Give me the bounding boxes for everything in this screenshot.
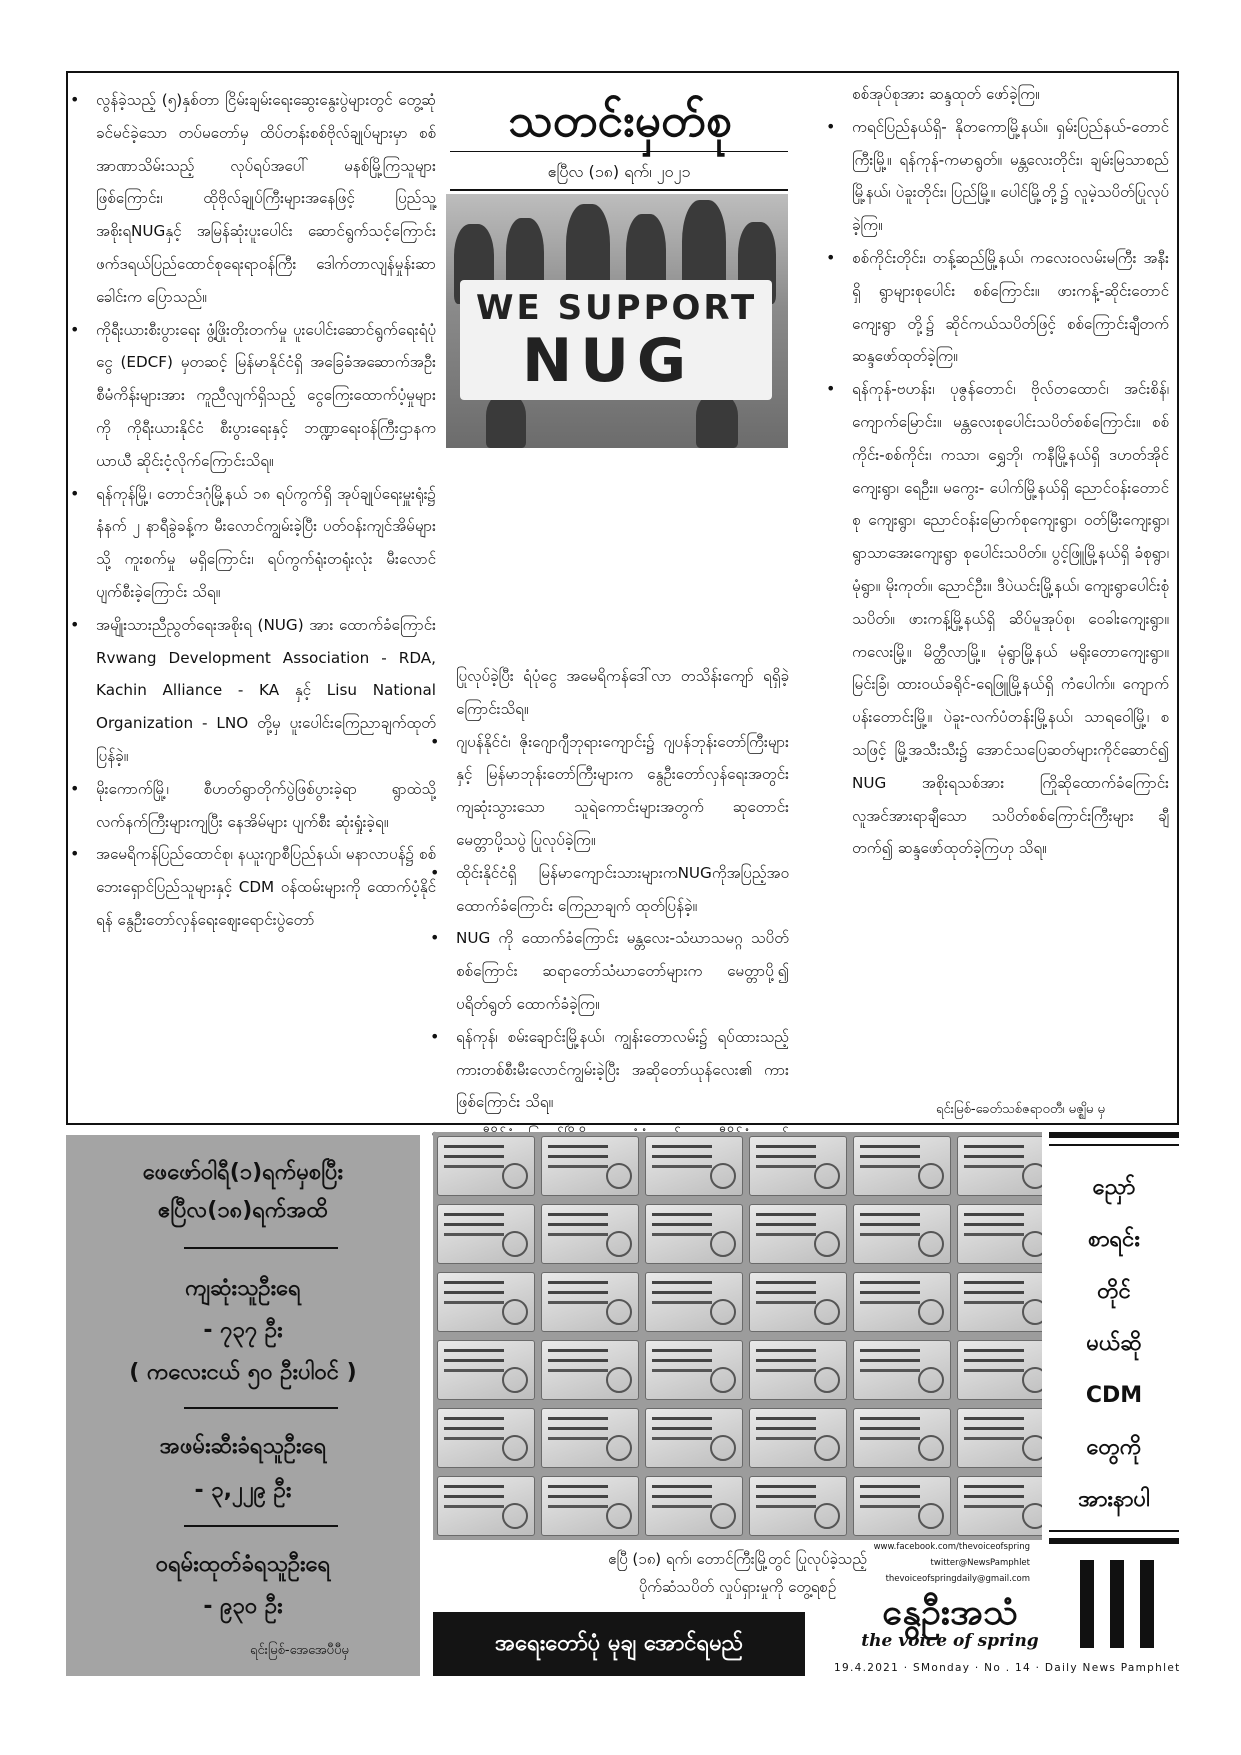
warrant-value: - ၉၃၀ ဦး: [203, 1594, 283, 1619]
slogan-line: တွေကို: [1086, 1435, 1142, 1460]
period-line1: ဖေဖော်ဝါရီ(၁)ရက်မှစပြီး: [142, 1160, 344, 1185]
casualty-stats-box: [66, 1135, 420, 1676]
vertical-slogan-box: [1049, 1132, 1179, 1544]
issue-date: ဧပြီလ (၁၈) ရက်၊ ၂၀၂၁: [547, 162, 691, 181]
money-strike-photo: [433, 1132, 1042, 1540]
continued-text: ပြုလုပ်ခဲ့ပြီး ရံပုံငွေ အမေရိကန်ဒေါ်လာ တသိန်းကျော် ရရှိခဲ့ကြောင်းသိရ။: [456, 667, 789, 718]
slogan-line: တိုင်: [1097, 1279, 1131, 1304]
slogan-line: အားနာပါ: [1078, 1487, 1150, 1512]
warrant-label: ဝရမ်းထုတ်ခံရသူဦးရေ: [155, 1552, 331, 1577]
arrested-label: အဖမ်းဆီးခံရသူဦးရေ: [159, 1434, 327, 1459]
news-item: • ဂျပန်နိုင်ငံ၊ ဇိုးဂျောဂျီဘုရားကျောင်း၌ ဂျပန်ဘုန်းတော်ကြီးများ နှင့် မြန်မာဘုန်းတော်ကြီးများက နွေဦးတော်လှန်ရေးအတွင်း ကျဆုံးသွားသော သူရဲကောင်းများအတွက် ဆုတောင်း မေတ္တာပို့သပွဲ ပြုလုပ်ခဲ့ကြ။: [456, 726, 789, 857]
brand-tagline: the voice of spring: [861, 1631, 1039, 1651]
support-banner: [460, 280, 772, 400]
news-item: • ကိုရီးယားစီးပွားရေး ဖွံ့ဖြိုးတိုးတက်မှု ပူးပေါင်းဆောင်ရွက်ရေးရံပုံငွေ (EDCF) မှတဆင့် မြန်မာနိုင်ငံရှိ အခြေခံအဆောက်အဦးစီမံကိန်းများအား ကူညီလျက်ရှိသည့် ငွေကြေးထောက်ပံ့မှုများကို ကိုရီးယားနိုင်ငံ စီးပွားရေးနှင့် ဘဏ္ဍာရေးဝန်ကြီးဌာနက ယာယီ ဆိုင်းငံ့လိုက်ကြောင်းသိရ။: [96, 314, 436, 478]
news-item: • စစ်ကိုင်းတိုင်း၊ တန့်ဆည်မြို့နယ်၊ ကလေးဝလမ်းမကြီး အနီးရှိ ရွာများစုပေါင်း စစ်ကြောင်း။ ဖားကန့်-ဆိုင်းတောင်ကျေးရွာ တို့၌ ဆိုင်ကယ်သပိတ်ဖြင့် စစ်ကြောင်းချီတက် ဆန္ဒဖော်ထုတ်ခဲ့ကြ။: [852, 242, 1169, 373]
protest-photo: [446, 194, 788, 448]
killed-label: ကျဆုံးသူဦးရေ: [185, 1276, 301, 1301]
news-item: • ထိုင်းနိုင်ငံရှိ မြန်မာကျောင်းသားများကNUGကိုအပြည့်အဝထောက်ခံကြောင်း ကြေညာချက် ထုတ်ပြန်ခဲ့။: [456, 857, 789, 923]
right-news-column: [852, 78, 1169, 865]
news-item: • ရန်ကုန်မြို့၊ တောင်ဒဂုံမြို့နယ် ၁၈ ရပ်ကွက်ရှိ အုပ်ချုပ်ရေးမှူးရုံး၌ နံနက် ၂ နာရီခွဲခန့်က မီးလောင်ကျွမ်းခဲ့ပြီး ပတ်ဝန်းကျင်အိမ်များသို့ ကူးစက်မှု မရှိကြောင်း၊ ရပ်ကွက်ရုံးတရုံးလုံး မီးလောင်ပျက်စီးခဲ့ကြောင်း သိရ။: [96, 478, 436, 609]
arrested-value: - ၃,၂၂၉ ဦး: [194, 1478, 292, 1503]
left-news-column: [96, 84, 436, 937]
banner-text-line1: WE SUPPORT: [476, 288, 758, 328]
slogan-line: မယ်ဆို: [1086, 1331, 1142, 1356]
stats-source-credit: ရင်းမြစ်-အေအေပီပီမှ: [250, 1643, 349, 1658]
news-item: • မိုးကောက်မြို့၊ စီဟတ်ရွာတိုက်ပွဲဖြစ်ပွားခဲ့ရာ ရွာထဲသို့ လက်နက်ကြီးများကျပြီး နေအိမ်များ ပျက်စီး ဆုံးရှုံးခဲ့ရ။: [96, 773, 436, 839]
facebook-link[interactable]: www.facebook.com/thevoiceofspring: [873, 1542, 1030, 1552]
news-item: • အမျိုးသားညီညွတ်ရေးအစိုးရ (NUG) အား ထောက်ခံကြောင်း Rvwang Development Association - RDA, Kachin Alliance - KA နှင့် Lisu National Organization - LNO တို့မှ ပူးပေါင်းကြေညာချက်ထုတ်ပြန်ခဲ့။: [96, 609, 436, 773]
continued-text: စစ်အုပ်စုအား ဆန္ဒထုတ် ဖော်ခဲ့ကြ။: [852, 85, 1040, 103]
news-item: • ကရင်ပြည်နယ်ရှိ- နိုတကောမြို့နယ်။ ရှမ်းပြည်နယ်-တောင်ကြီးမြို့။ ရန်ကုန်-ကမာရွတ်။ မန္တလေးတိုင်း၊ ချမ်းမြသာစည်မြို့နယ်၊ ပဲခူးတိုင်း၊ ပြည်မြို့။ ပေါင်မြို့တို့၌ လူမဲ့သပိတ်ပြုလုပ်ခဲ့ကြ။: [852, 111, 1169, 242]
slogan-line: စာရင်း: [1088, 1227, 1140, 1252]
killed-children-note: ( ကလေးငယ် ၅၀ ဦးပါဝင် ): [129, 1360, 357, 1385]
slogan-line: CDM: [1085, 1383, 1143, 1408]
issue-line: 19.4.2021 · SMonday · No . 14 · Daily News Pamphlet: [834, 1662, 1181, 1674]
period-line2: ဧပြီလ(၁၈)ရက်အထိ: [158, 1198, 328, 1223]
killed-value: - ၇၃၇ ဦး: [203, 1318, 283, 1343]
page-title: သတင်းမှတ်စု: [508, 93, 732, 147]
title-rule-top: [450, 151, 788, 152]
stats-divider: [184, 1407, 338, 1409]
email-address[interactable]: thevoiceofspringdaily@gmail.com: [885, 1574, 1030, 1584]
slogan-banner: အရေးတော်ပုံ မုချ အောင်ရမည်: [433, 1612, 805, 1676]
stats-divider: [184, 1247, 338, 1249]
news-item: • NUG ကို ထောက်ခံကြောင်း မန္တလေး-သံဃာသမဂ္ဂ သပိတ်စစ်ကြောင်း ဆရာတော်သံဃာတော်များက မေတ္တာပို့၍ ပရိတ်ရွတ် ထောက်ခံခဲ့ကြ။: [456, 922, 789, 1020]
brand-bars-logo: [1080, 1560, 1164, 1648]
twitter-handle[interactable]: twitter@NewsPamphlet: [930, 1558, 1030, 1568]
brand-name: နွေဦးအသံ: [882, 1591, 1018, 1633]
news-item: • ရန်ကုန်-ဗဟန်း၊ ပုဇွန်တောင်၊ ဗိုလ်တထောင်၊ အင်းစိန်၊ ကျောက်မြောင်း။ မန္တလေးစုပေါင်းသပိတ်စစ်ကြောင်း။ စစ်ကိုင်း-စစ်ကိုင်း၊ ကသာ၊ ရွှေဘို၊ ကနီမြို့နယ်ရှိ ဒဟတ်အိုင်ကျေးရွာ၊ ရေဦး။ မကွေး- ပေါက်မြို့နယ်ရှိ ညောင်ဝန်းတောင်စု ကျေးရွာ၊ ညောင်ဝန်းမြောက်စုကျေးရွာ၊ ဝတ်မြီးကျေးရွာ၊ ရွာသာအေးကျေးရွာ စုပေါင်းသပိတ်။ ပွင့်ဖြူမြို့နယ်ရှိ ခံစုရွာ၊ မုံရွာ။ မိုးကုတ်။ ညောင်ဦး။ ဒီပဲယင်းမြို့နယ်၊ ကျေးရွာပေါင်းစုံသပိတ်။ ဖားကန့်မြို့နယ်ရှိ ဆိပ်မူအုပ်စု၊ ဝေခါးကျေးရွာ။ ကလေးမြို့။ မိတ္ထီလာမြို့။ မုံရွာမြို့နယ် မရိုးတောကျေးရွာ။ မြင်းခြံ၊ ထားဝယ်ခရိုင်-ရေဖြူမြို့နယ်ရှိ ကံပေါက်။ ကျောက်ပန်းတောင်းမြို့။ ပဲခူး-လက်ပံတန်းမြို့နယ်၊ သာရဝေါမြို့၊ စသဖြင့် မြို့အသီးသီး၌ အောင်သပြေဆတ်များကိုင်ဆောင်၍ NUG အစိုးရသစ်အား ကြိုဆိုထောက်ခံကြောင်း လူအင်အားရာချီသော သပိတ်စစ်ကြောင်းကြီးများ ချီတက်၍ ဆန္ဒဖော်ထုတ်ခဲ့ကြဟု သိရ။: [852, 373, 1169, 865]
news-item: • အမေရိကန်ပြည်ထောင်စု၊ နယူးဂျာစီပြည်နယ်၊ မနာလာပန်၌ စစ်ဘေးရှောင်ပြည်သူများနှင့် CDM ဝန်ထမ်းများကို ထောက်ပံ့နိုင်ရန် နွေဦးတော်လှန်ရေးဈေးရောင်းပွဲတော်: [96, 838, 436, 936]
slogan-line: ညှော်: [1092, 1175, 1136, 1200]
title-rule-bottom: [450, 189, 788, 191]
caption-line1: ဧပြီ (၁၈) ရက်၊ တောင်ကြီးမြို့တွင် ပြုလုပ်ခဲ့သည့်: [608, 1550, 867, 1568]
caption-line2: ပိုက်ဆံသပိတ် လှုပ်ရှားမှုကို တွေ့ရစဉ်: [638, 1578, 837, 1596]
news-item: • လွန်ခဲ့သည့် (၅)နှစ်တာ ငြိမ်းချမ်းရေးဆွေးနွေးပွဲများတွင် တွေ့ဆုံခင်မင်ခဲ့သော တပ်မတော်မှ ထိပ်တန်းစစ်ဗိုလ်ချုပ်များမှာ စစ်အာဏာသိမ်းသည့် လုပ်ရပ်အပေါ် မနစ်မြို့ကြသူများဖြစ်ကြောင်း၊ ထိုဗိုလ်ချုပ်ကြီးများအနေဖြင့် ပြည်သူ့အစိုးရNUGနှင့် အမြန်ဆုံးပူးပေါင်း ဆောင်ရွက်သင့်ကြောင်း ဖက်ဒရယ်ပြည်ထောင်စုရေးရာဝန်ကြီး ဒေါက်တာလျန်မှုန်းဆာခေါင်းက ပြောသည်။: [96, 84, 436, 314]
news-source-credit: ရင်းမြစ်-ခေတ်သစ်ဇရာဝတီ၊ မဇ္ဈိမ မှ: [936, 1102, 1105, 1117]
stats-divider: [184, 1525, 338, 1527]
banner-text-line2: NUG: [522, 326, 695, 396]
news-item: • ရန်ကုန်၊ စမ်းချောင်းမြို့နယ်၊ ကျွန်းတောလမ်း၌ ရပ်ထားသည့် ကားတစ်စီးမီးလောင်ကျွမ်းခဲ့ပြီး အဆိုတော်ယုန်လေး၏ ကားဖြစ်ကြောင်း သိရ။: [456, 1021, 789, 1119]
